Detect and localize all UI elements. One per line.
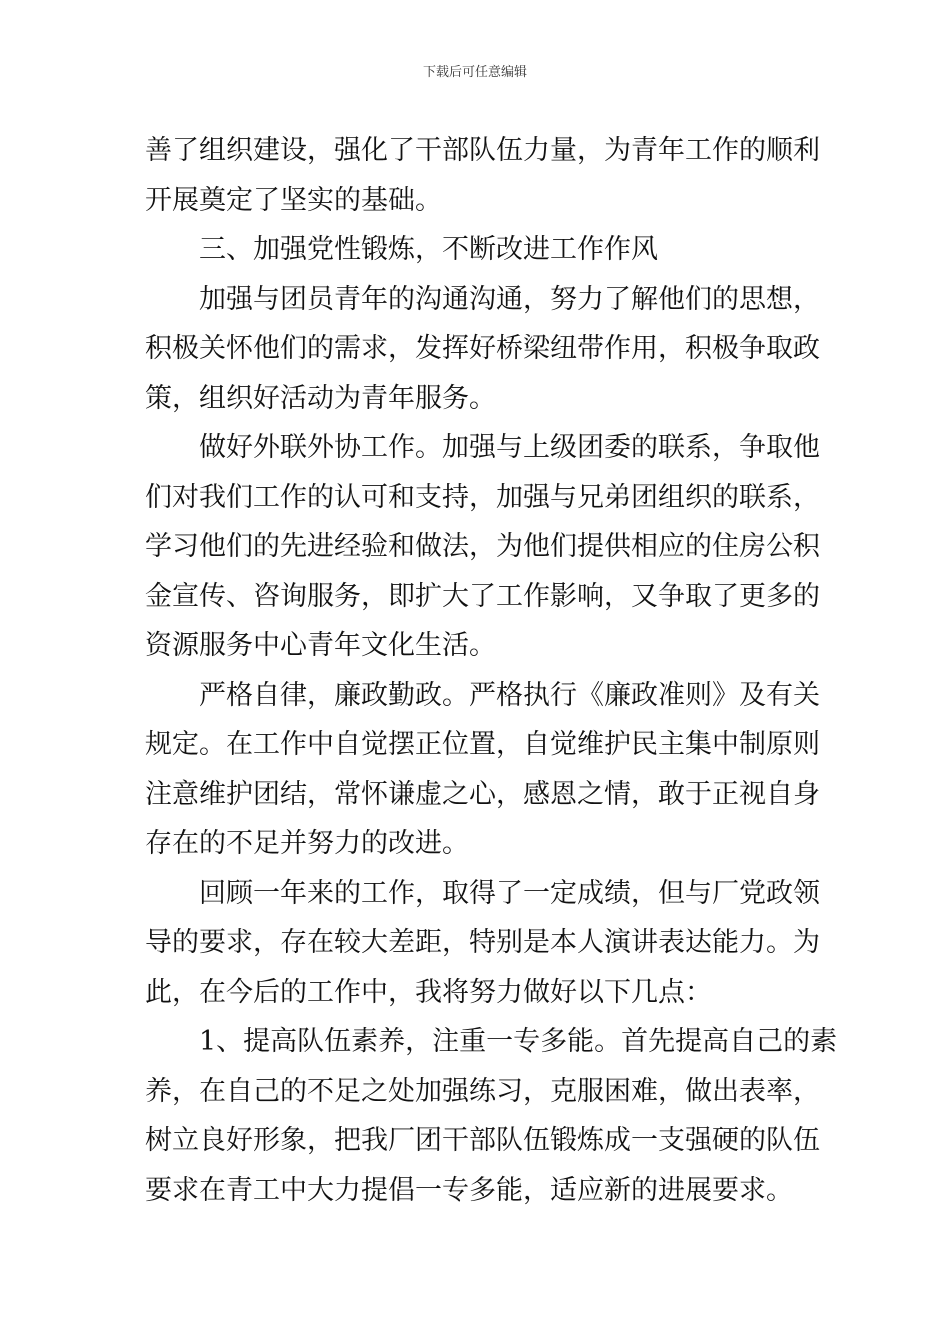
text-line: 回顾一年来的工作，取得了一定成绩，但与厂党政领 [199,877,820,909]
text-line: 规定。在工作中自觉摆正位置，自觉维护民主集中制原则 [145,729,820,760]
text-line: 注意维护团结，常怀谦虚之心，感恩之情，敢于正视自身 [145,778,820,810]
text-line: 严格自律，廉政勤政。严格执行《廉政准则》及有关 [199,679,820,711]
text-line: 学习他们的先进经验和做法，为他们提供相应的住房公积 [145,531,820,562]
text-line: 树立良好形象，把我厂团干部队伍锻炼成一支强硬的队伍 [145,1125,820,1156]
page-header: 下载后可任意编辑 [422,65,527,80]
text-line: 开展奠定了坚实的基础。 [145,184,442,216]
text-line: 策，组织好活动为青年服务。 [145,382,496,414]
text-line: 要求在青工中大力提倡一专多能，适应新的进展要求。 [145,1174,793,1206]
section-heading: 三、加强党性锻炼，不断改进工作作风 [199,234,658,265]
text-line: 导的要求，存在较大差距，特别是本人演讲表达能力。为 [145,927,820,958]
text-line: 养，在自己的不足之处加强练习，克服困难，做出表率， [145,1075,820,1107]
text-line: 积极关怀他们的需求，发挥好桥梁纽带作用，积极争取政 [145,333,820,364]
text-line: 1、提高队伍素养，注重一专多能。首先提高自己的素 [199,1026,838,1057]
document-body [145,126,838,1215]
text-line: 此，在今后的工作中，我将努力做好以下几点： [145,976,712,1008]
text-line: 加强与团员青年的沟通沟通，努力了解他们的思想， [199,283,820,315]
text-line: 资源服务中心青年文化生活。 [145,630,496,661]
text-line: 善了组织建设，强化了干部队伍力量，为青年工作的顺利 [145,135,820,166]
text-line: 做好外联外协工作。加强与上级团委的联系，争取他 [199,432,820,463]
text-line: 们对我们工作的认可和支持，加强与兄弟团组织的联系， [145,481,820,513]
text-line: 金宣传、咨询服务，即扩大了工作影响，又争取了更多的 [145,580,820,612]
text-line: 存在的不足并努力的改进。 [145,828,469,859]
